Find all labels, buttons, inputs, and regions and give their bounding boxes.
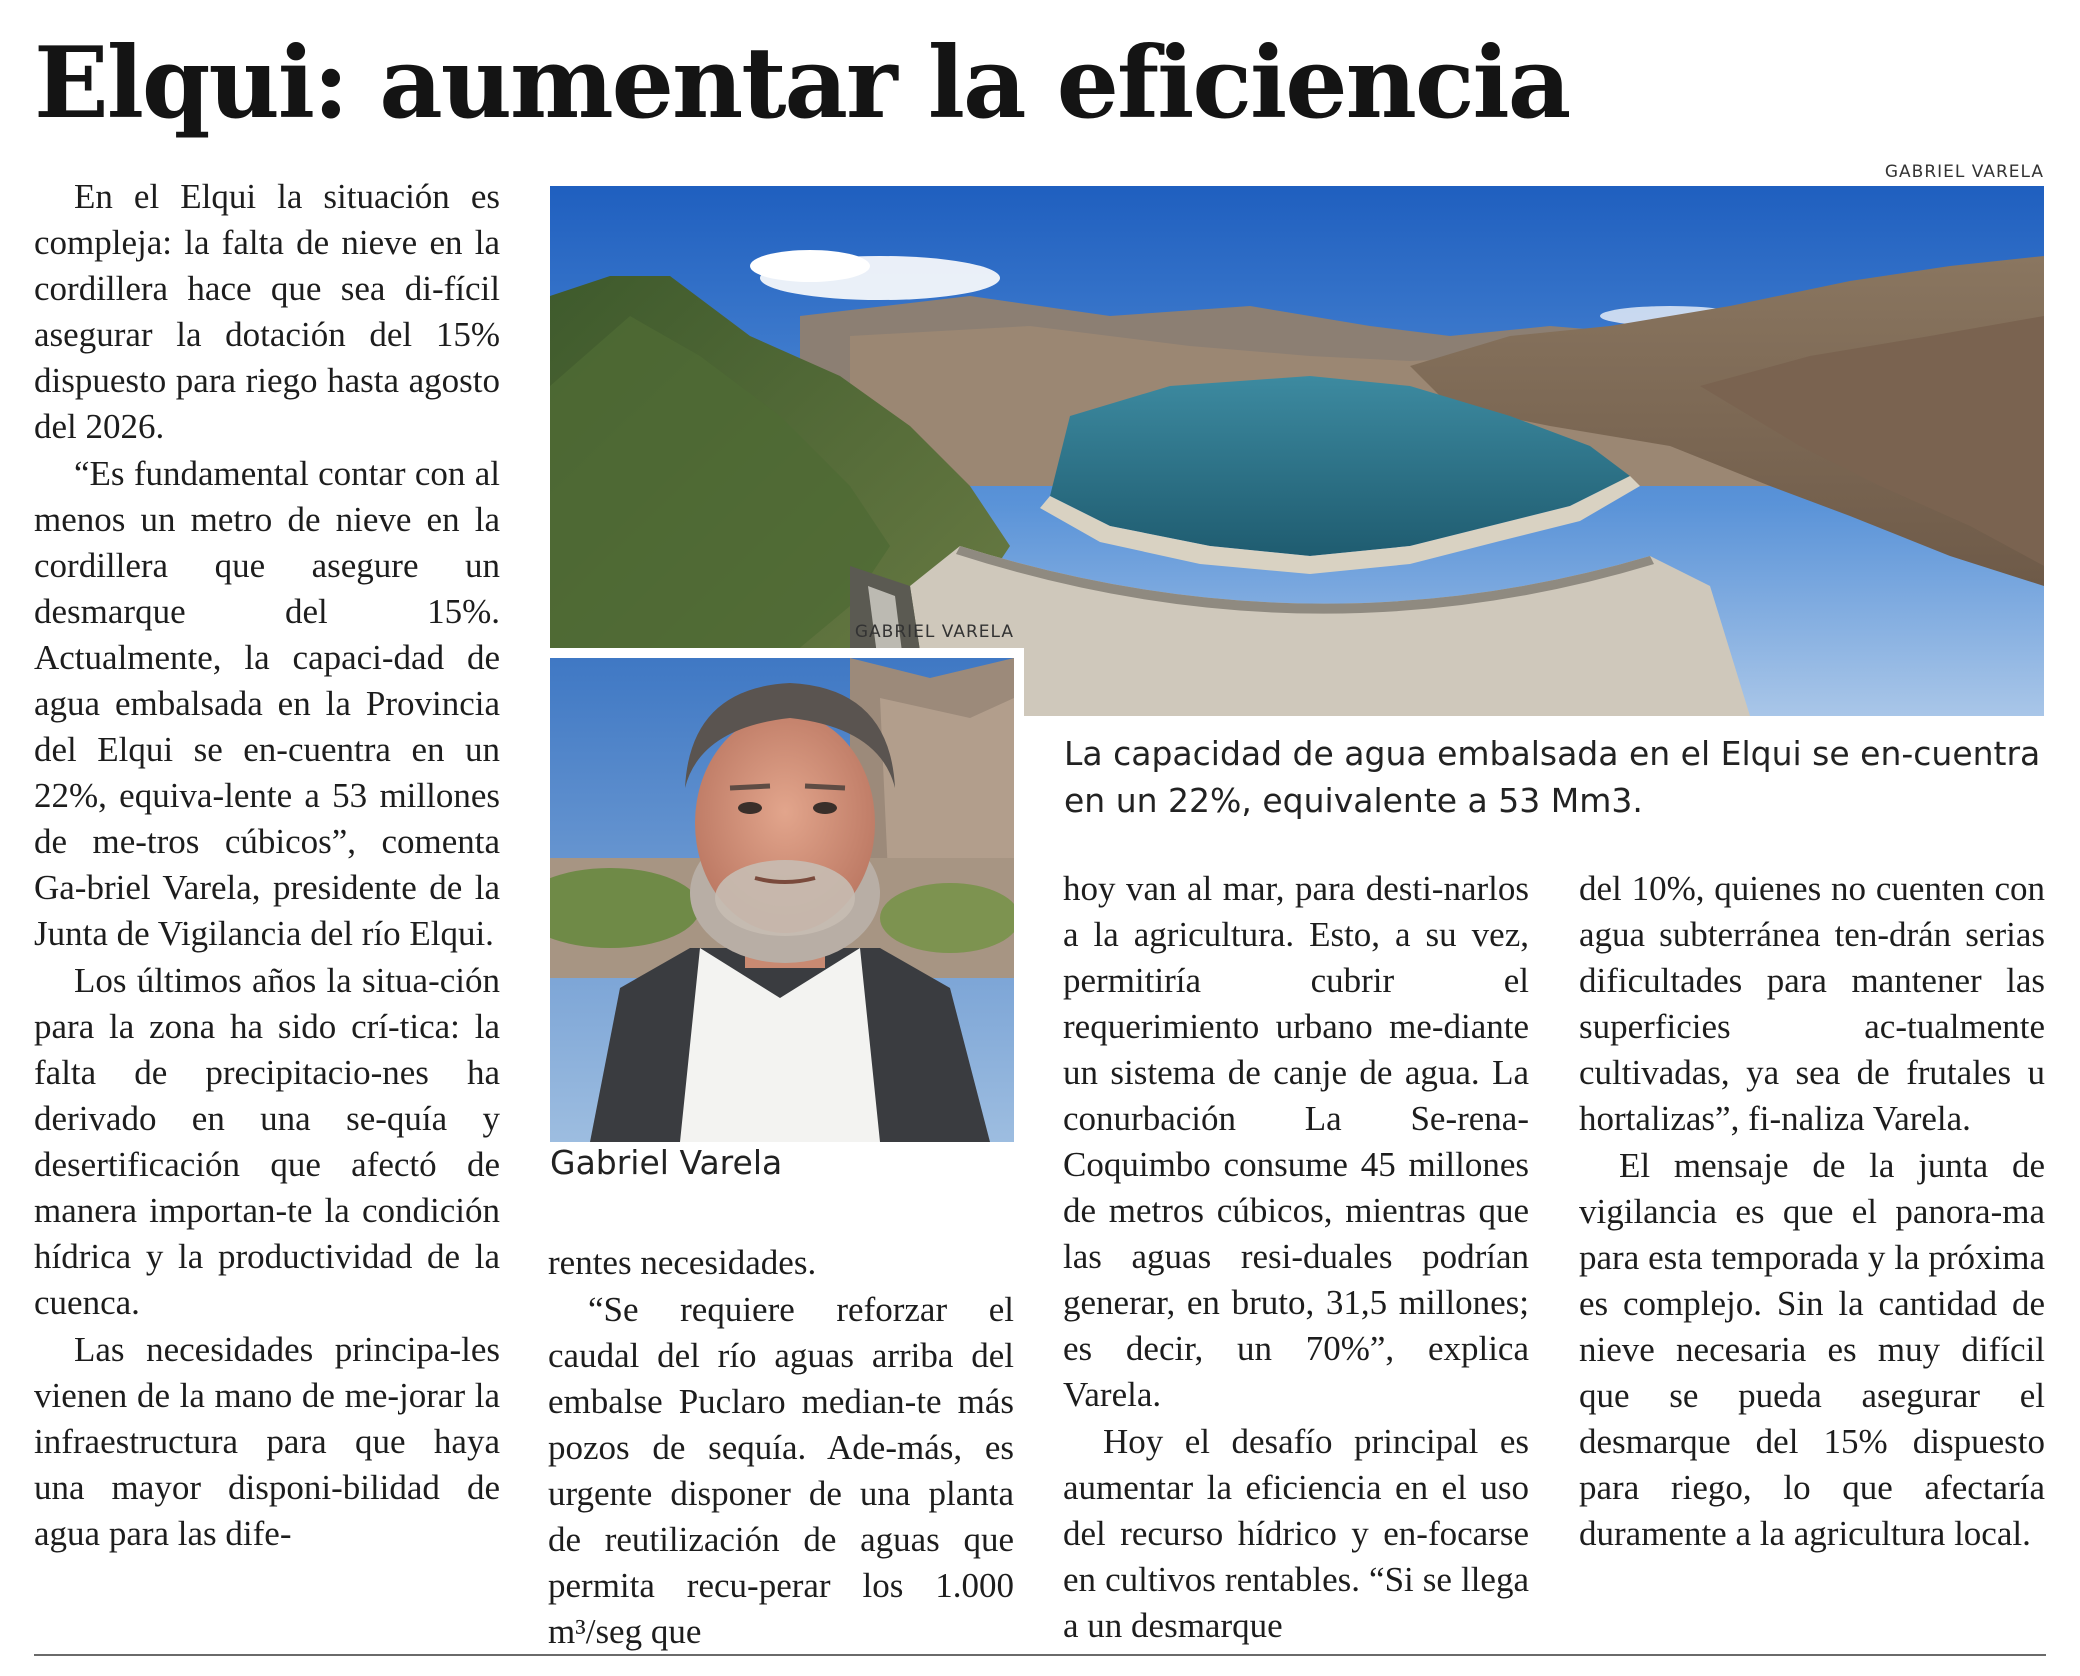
paragraph: “Es fundamental contar con al menos un metro de nieve en la cordillera que asegure un desmarque del 15%. Actualmente, la capaci-dad de agua embalsada en la Provincia del Elqui se en-cuentra en un 22%, equiva-lente a 53 millones de me-tros cúbicos”, comenta Ga-briel Varela, presidente de la Junta de Vigilancia del río Elqui. xyxy=(34,454,500,953)
portrait-caption: Gabriel Varela xyxy=(550,1143,783,1182)
paragraph: hoy van al mar, para desti-narlos a la agricultura. Esto, a su vez, permitiría cubrir el requerimiento urbano me-diante un sistema de canje de agua. La conurbación La Se-rena-Coquimbo consume 45 millones de metros cúbicos, mientras que las aguas resi-duales podrían generar, en bruto, 31,5 millones; es decir, un 70%”, explica Varela. xyxy=(1063,869,1529,1414)
paragraph: Las necesidades principa-les vienen de la mano de me-jorar la infraestructura para que haya una mayor disponi-bilidad de agua para las dife- xyxy=(34,1330,500,1553)
article-column-3 xyxy=(1063,866,1529,1650)
article-column-4 xyxy=(1579,866,2045,1558)
paragraph: rentes necesidades. xyxy=(548,1243,817,1282)
paragraph: Los últimos años la situa-ción para la zona ha sido crí-tica: la falta de precipitacio-nes ha derivado en una se-quía y desertificación que afectó de manera importan-te la condición hídrica y la productividad de la cuenca. xyxy=(34,961,500,1322)
portrait-photo xyxy=(550,648,1024,1142)
gabriel-varela-portrait-image xyxy=(550,658,1014,1142)
paragraph: En el Elqui la situación es compleja: la falta de nieve en la cordillera hace que sea di-fícil asegurar la dotación del 15% dispuesto para riego hasta agosto del 2026. xyxy=(34,177,500,446)
paragraph: El mensaje de la junta de vigilancia es que el panora-ma para esta temporada y la próxima es complejo. Sin la cantidad de nieve necesaria es muy difícil que se pueda asegurar el desmarque del 15% dispuesto para riego, lo que afectaría duramente a la agricultura local. xyxy=(1579,1146,2045,1553)
paragraph: “Se requiere reforzar el caudal del río aguas arriba del embalse Puclaro median-te más pozos de sequía. Ade-más, es urgente disponer de una planta de reutilización de aguas que permita recu-perar los 1.000 m³/seg que xyxy=(548,1290,1014,1651)
photo-credit-portrait: GABRIEL VARELA xyxy=(854,622,1014,642)
article-column-2 xyxy=(548,1240,1014,1656)
article-column-1 xyxy=(34,174,500,1558)
main-photo-caption: La capacidad de agua embalsada en el Elqui se en-cuentra en un 22%, equivalente a 53 Mm3. xyxy=(1064,734,2041,820)
headline: Elqui: aumentar la eficiencia xyxy=(34,26,1570,141)
photo-credit-main: GABRIEL VARELA xyxy=(1884,162,2044,182)
paragraph: del 10%, quienes no cuenten con agua subterránea ten-drán serias dificultades para mantener las superficies ac-tualmente cultivadas, ya sea de frutales u hortalizas”, fi-naliza Varela. xyxy=(1579,869,2045,1138)
paragraph: Hoy el desafío principal es aumentar la eficiencia en el uso del recurso hídrico y en-focarse en cultivos rentables. “Si se llega a un desmarque xyxy=(1063,1422,1529,1645)
bottom-rule xyxy=(34,1654,2046,1656)
